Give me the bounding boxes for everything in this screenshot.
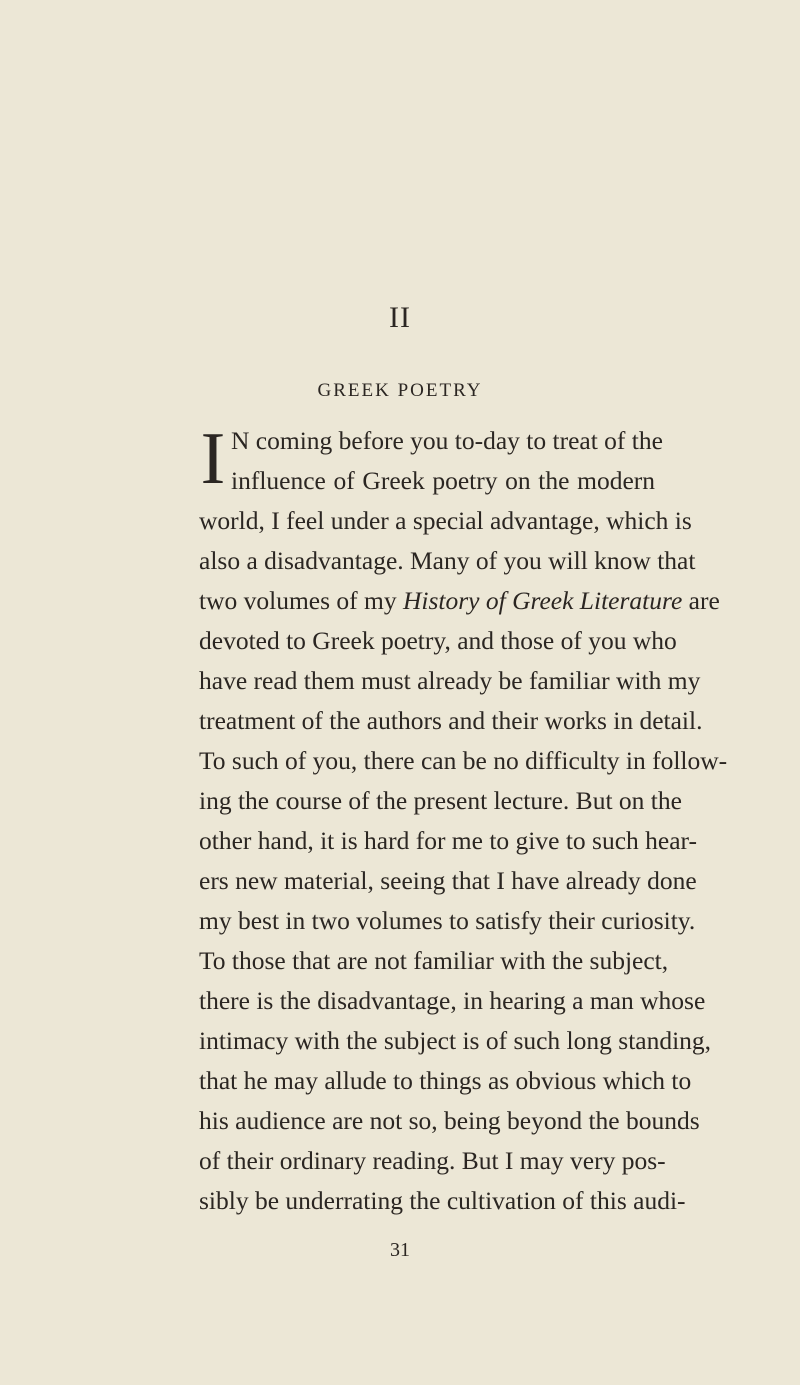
text-line-3: world, I feel under a special advantage, which is xyxy=(199,506,692,535)
text-line-15: there is the disadvantage, in hearing a man whose xyxy=(199,986,706,1015)
text-line-7: have read them must already be familiar with my xyxy=(199,666,701,695)
text-line-20: sibly be underrating the cultivation of this audi- xyxy=(199,1186,686,1215)
text-line-6: devoted to Greek poetry, and those of you who xyxy=(199,626,677,655)
chapter-title: GREEK POETRY xyxy=(317,380,483,401)
text-line-18: his audience are not so, being beyond the bounds xyxy=(199,1106,700,1135)
text-line-8: treatment of the authors and their works in detail. xyxy=(199,706,703,735)
text-line-12: ers new material, seeing that I have already done xyxy=(199,866,697,895)
text-line-14: To those that are not familiar with the subject, xyxy=(199,946,669,975)
text-line-11: other hand, it is hard for me to give to such hear- xyxy=(199,826,698,855)
book-title: History of Greek Literature xyxy=(403,586,683,615)
text-line-10: ing the course of the present lecture. But on the xyxy=(199,786,682,815)
text-line-4: also a disadvantage. Many of you will know that xyxy=(199,546,696,575)
text-line-5 xyxy=(199,586,720,615)
text-line-17: that he may allude to things as obvious which to xyxy=(199,1066,692,1095)
drop-cap: I xyxy=(200,418,226,500)
text-line-1: N coming before you to-day to treat of the xyxy=(231,426,663,455)
text-line-16: intimacy with the subject is of such long standing, xyxy=(199,1026,712,1055)
text-line-2: influence of Greek poetry on the modern xyxy=(231,466,655,495)
text-line-19: of their ordinary reading. But I may very pos- xyxy=(199,1146,666,1175)
text-line-13: my best in two volumes to satisfy their curiosity. xyxy=(199,906,696,935)
text-line-9: To such of you, there can be no difficulty in follow- xyxy=(199,746,728,775)
chapter-number: II xyxy=(389,301,411,334)
page-number: 31 xyxy=(390,1239,410,1261)
text-line-5-start: two volumes of my xyxy=(199,586,403,615)
text-line-5-end: are xyxy=(682,586,720,615)
